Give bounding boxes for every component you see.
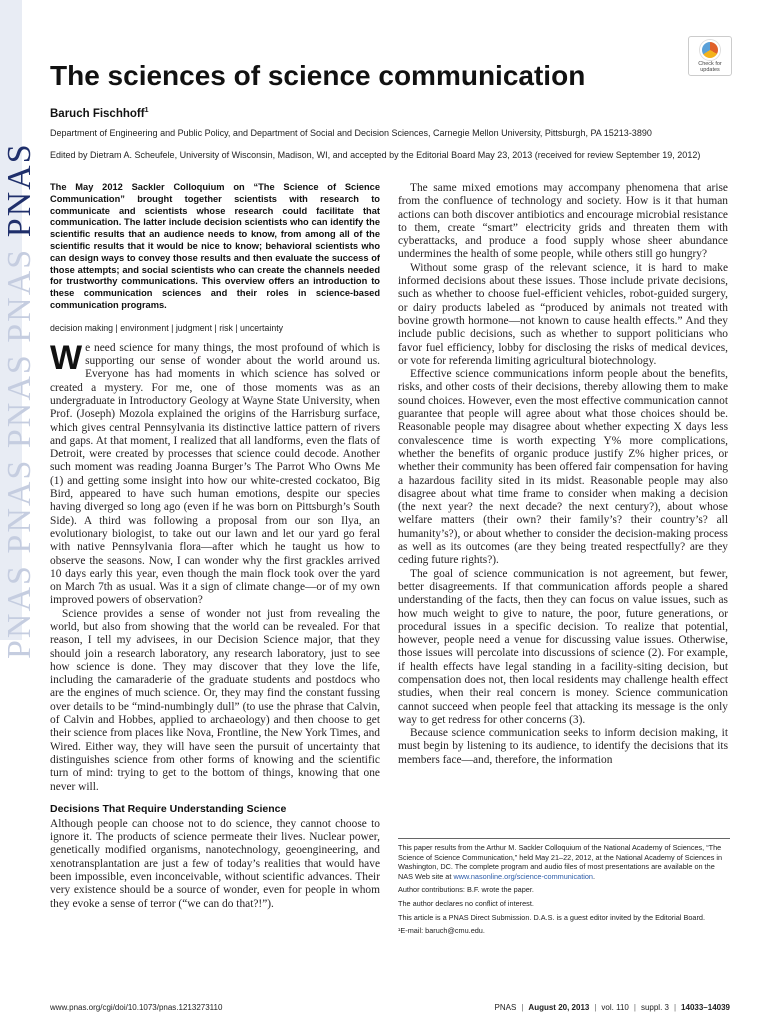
citation-footer: PNAS | August 20, 2013 | vol. 110 | suppl. 3 | 14033–14039 (494, 1003, 730, 1012)
paragraph: The goal of science communication is not agreement, but fewer, better disagreements. If that communication affords people a shared understanding of the facts, then they can focus on value issues, such as how much weight to give to nature, the poor, future generations, or procedural issues in a specific decision. To realize that potential, however, people need a venue for discussing value issues. Otherwise, those issues will percolate into discussions of science (2). For example, if health effects have legal standing in a facility-siting decision, but compensation does not, then local residents may challenge health effect studies, when their real concern is money. Science communication cannot succeed when people feel that attacking its message is the only way to get redress for other concerns (3). (398, 567, 728, 726)
footer-volume: vol. 110 (601, 1003, 629, 1012)
dropcap: W (50, 338, 83, 377)
author-superscript: 1 (144, 107, 149, 114)
footnote-direct-submission: This article is a PNAS Direct Submission. D.A.S. is a guest editor invited by the Editorial Board. (398, 912, 706, 922)
paragraph: Without some grasp of the relevant science, it is hard to make informed decisions about these issues. Those include private decisions, such as whether to choose fuel-efficient vehicles, robot-guided surgery, or dairy products labeled as “produced by animals not treated with bovine growth hormone—not known to cause health effects.” And they include public decisions, such as whether to support politicians who favor fuel efficiency, lobby for disclosing the risks of medical devices, or vote for referenda limiting agricultural biotechnology. (398, 261, 728, 367)
sidebar-repeat-text: PNAS PNAS PNAS PNAS (1, 247, 38, 659)
author-name: Baruch Fischhoff (50, 107, 145, 120)
paragraph (50, 338, 380, 608)
paragraph: Effective science communications inform people about the benefits, risks, and other costs of their decisions, thereby allowing them to make sound choices. However, even the most effective communication cannot guarantee that people will agree about what those choices should be. Reasonable people may disagree about whether expecting X days less convalescence time is worth expecting Y% more complications, whether the benefits of organic produce justify Z% higher prices, or whether their community has been offered fair compensation for having a hazardous facility sited in its midst. Reasonable people may also disagree about what time frame to consider when making a decision (the next year? the next decade? the next century?), about whose welfare matters (their own? their family’s? their country’s? all humanity’s?), or about whether to consider the decision-making process as well as its outcomes (are they being treated respectfully? are they ceding future rights?). (398, 368, 728, 567)
author (50, 107, 148, 120)
paragraph: Because science communication seeks to inform decision making, it must begin by listening to its audience, to identify the decisions that its members face—and, therefore, the information (398, 727, 728, 766)
paragraph: Science provides a sense of wonder not just from revealing the world, but also from showing that the world can be revealed. For that reason, I tell my advisees, in our Decision Science major, that they should join a research laboratory, any research laboratory, just to see how science is done. They may discover that they love the life, including the camaraderie of the graduate students and postdocs who are the engines of much science. Or, they may find the constant fussing over details to be “mind-numbingly dull” (to use the phrase that Calvin, of Calvin and Hobbes, applied to archaeology) and then choose to get their science from places like Nova, Frontline, the New York Times, and Wired. Either way, they will have seen the pursuit of uncertainty that distinguishes science from other forms of knowing and the scientific turn of mind: trying to get to the bottom of things, knowing that one never will. (50, 607, 380, 793)
abstract: The May 2012 Sackler Colloquium on “The Science of Science Communication” brought together scientists with research to communicate and scientists whose research could facilitate that communication. The latter include decision scientists who can identify the scientific results that an audience needs to know, from among all of the scientific results that it would be nice to know; behavioral scientists who can design ways to convey those results and then evaluate the success of those attempts; and social scientists who can create the channels needed for trustworthy communications. This overview offers an introduction to these communication sciences and their roles in science-based communication programs. (50, 182, 380, 310)
footnote-colloquium-text: This paper results from the Arthur M. Sackler Colloquium of the National Academy of Sciences, “The Science of Science Communication,” held May 21–22, 2012, at the National Academy of Sciences in Washington, DC. The complete program and audio files of most presentations are available on the NAS Web site at (398, 843, 723, 881)
paragraph-text: e need science for many things, the most profound of which is supporting our sense of wonder about the world around us. Everyone has had moments in which science has solved or created a mystery. For me, one of those moments was as an undergraduate in Introductory Geology at Wayne State University, when Prof. (Joseph) Mozola explained the origins of the Harrisburg surface, which gives central Pennsylvania its distinctive lattice pattern of rivers and gaps. At that moment, I realized that all landforms, even the flats of Detroit, were created by processes that science could decode. Another such moment was reading Joanna Burger’s The Parrot Who Owns Me (1) and getting some insight into how our white-crested cockatoo, Big Bird, appeared to have such human emotions, despite our species having diverged so long ago (even if he was born on Pittsburgh’s South Side). A third was following a proposal from our son Ilya, an evolutionary biologist, to take out our lawn and let our yard go feral with native Pennsylvania flora—after which he taught us how to observe the seasons. Now, I can wonder why the first grackles arrived 10 days early this year, even though the main flock took over the yard on March 7th as usual. Was it a sign of climate change—or of my own improved powers of observation? (50, 341, 380, 607)
article-title: The sciences of science communication (50, 60, 586, 91)
doi-url[interactable]: www.pnas.org/cgi/doi/10.1073/pnas.1213273110 (50, 1003, 223, 1012)
footer-journal: PNAS (494, 1003, 517, 1012)
sidebar-watermark (1, 19, 39, 659)
footnote-conflict: The author declares no conflict of interest. (398, 898, 534, 908)
footnote-contributions: Author contributions: B.F. wrote the paper. (398, 885, 534, 895)
right-column (398, 182, 728, 767)
edited-by: Edited by Dietram A. Scheufele, University of Wisconsin, Madison, WI, and accepted by the Editorial Board May 23, 2013 (received for review September 19, 2012) (50, 150, 701, 160)
badge-line-2: updates (700, 67, 720, 73)
right-body (398, 182, 728, 767)
footnote-colloquium: This paper results from the Arthur M. Sackler Colloquium of the National Academy of Sciences, “The Science of Science Communication,” held May 21–22, 2012, at the National Academy of Sciences in Washington, DC. The complete program and audio files of most presentations are available on the NAS Web site at www.nasonline.org/science-communication. (398, 843, 723, 881)
footnote-email: ¹E-mail: baruch@cmu.edu. (398, 926, 485, 936)
keywords: decision making | environment | judgment | risk | uncertainty (50, 322, 284, 333)
journal-sidebar (0, 0, 38, 1024)
sidebar-brand: PNAS (1, 142, 38, 238)
footer-date: August 20, 2013 (528, 1003, 590, 1012)
footer-pages: 14033–14039 (681, 1003, 730, 1012)
left-column (50, 182, 380, 911)
paragraph: The same mixed emotions may accompany phenomena that arise from the confluence of technology and society. How is it that human actions can both discover antibiotics and encourage microbial resistance to them, create “smart” electricity grids and threaten them with cyberattacks, and produce a food supply whose sheer abundance undermines the health of some people, while others still go hungry? (398, 182, 728, 261)
updates-icon (700, 40, 720, 60)
check-for-updates-badge[interactable] (688, 36, 732, 76)
paragraph: Although people can choose not to do science, they cannot choose to ignore it. The products of science permeate their lives. Nuclear power, genetically modified organisms, nanotechnology, geoengineering, and xenotransplantation are just a few of today’s realities that would have been impossible, even inconceivable, without scientific advances. Their very existence should be a source of wonder, even for people in whom they evoke a sense of terror (“we can do that?!”). (50, 817, 380, 910)
nas-link[interactable]: www.nasonline.org/science-communication (453, 871, 593, 881)
affiliation: Department of Engineering and Public Policy, and Department of Social and Decision Sciences, Carnegie Mellon University, Pittsburgh, PA 15213-3890 (50, 128, 652, 138)
section-heading: Decisions That Require Understanding Science (50, 802, 287, 815)
footnotes (398, 838, 730, 940)
left-body (50, 338, 380, 911)
badge-line-1: Check for (698, 61, 722, 67)
footer-suppl: suppl. 3 (640, 1003, 669, 1012)
